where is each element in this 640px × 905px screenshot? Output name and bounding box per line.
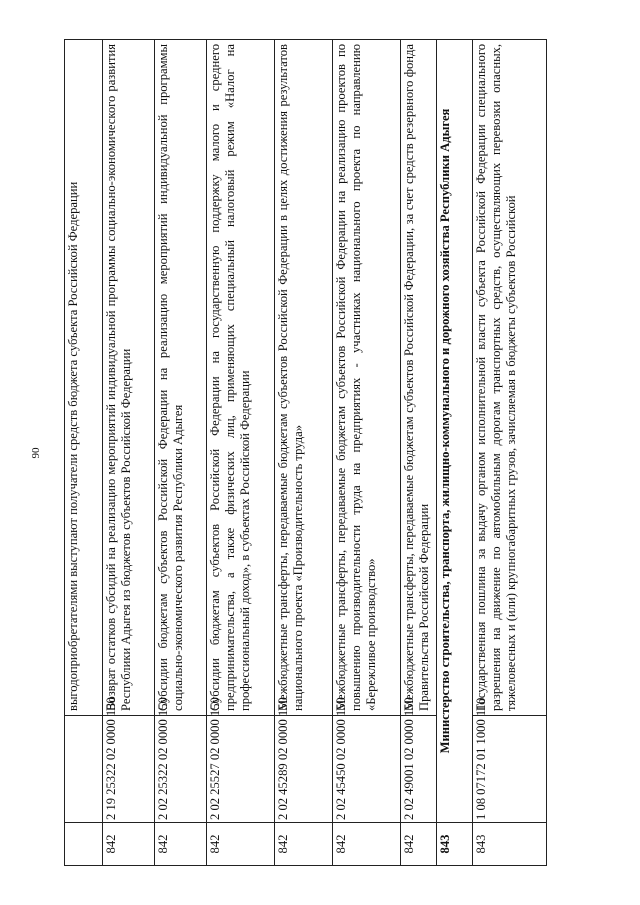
- kbk-code-cell: 2 19 25322 02 0000 150: [103, 716, 155, 823]
- kbk-code-cell: 2 02 25322 02 0000 150: [155, 716, 207, 823]
- table-row: [155, 40, 207, 866]
- description-cell: Субсидии бюджетам субъектов Российской Федерации на государственную поддержку малого и среднего предпринимательства, а также физических лиц, применяющих специальный налоговый режим «Налог на профессиональный доход», в субъектах Российской Федерации: [207, 40, 275, 716]
- description-cell: Межбюджетные трансферты, передаваемые бюджетам субъектов Российской Федерации на реализацию проектов по повышению производительности труда на предприятиях - участниках национального проекта по направлению «Бережливое производство»: [333, 40, 401, 716]
- admin-code-cell: 842: [155, 823, 207, 866]
- description-cell: Субсидии бюджетам субъектов Российской Федерации на реализацию мероприятий индивидуальной программы социально-экономического развития Республики Адыгея: [155, 40, 207, 716]
- admin-code-cell: 843: [473, 823, 547, 866]
- admin-code-cell: 842: [103, 823, 155, 866]
- description-cell: выгодоприобретателями выступают получатели средств бюджета субъекта Российской Федерации: [65, 40, 103, 716]
- admin-code-cell: 842: [275, 823, 333, 866]
- admin-code-cell: 842: [207, 823, 275, 866]
- table-row: [473, 40, 547, 866]
- ministry-header-row: [437, 40, 473, 866]
- kbk-code-cell: 1 08 07172 01 1000 110: [473, 716, 547, 823]
- ministry-code-cell: 843: [437, 823, 473, 866]
- ministry-title-cell: Министерство строительства, транспорта, жилищно-коммунального и дорожного хозяйства Республики Адыгея: [437, 40, 473, 823]
- table-row: [333, 40, 401, 866]
- kbk-code-cell: 2 02 45289 02 0000 150: [275, 716, 333, 823]
- table-row: [103, 40, 155, 866]
- budget-codes-table: [64, 39, 547, 866]
- kbk-code-cell: [65, 716, 103, 823]
- table-row: [401, 40, 437, 866]
- page-number: 90: [30, 447, 42, 459]
- kbk-code-cell: 2 02 49001 02 0000 150: [401, 716, 437, 823]
- table-row: [65, 40, 103, 866]
- description-cell: Государственная пошлина за выдачу органом исполнительной власти субъекта Российской Федерации специального разрешения на движение по автомобильным дорогам транспортных средств, осуществляющих перевозки опасных, тяжеловесных и (или) крупногабаритных грузов, зачисляемая в бюджеты субъектов Российской: [473, 40, 547, 716]
- table-row: [207, 40, 275, 866]
- description-cell: Возврат остатков субсидий на реализацию мероприятий индивидуальной программы социально-экономического развития Республики Адыгея из бюджетов субъектов Российской Федерации: [103, 40, 155, 716]
- kbk-code-cell: 2 02 45450 02 0000 150: [333, 716, 401, 823]
- description-cell: Межбюджетные трансферты, передаваемые бюджетам субъектов Российской Федерации в целях достижения результатов национального проекта «Производительность труда»: [275, 40, 333, 716]
- admin-code-cell: [65, 823, 103, 866]
- description-cell: Межбюджетные трансферты, передаваемые бюджетам субъектов Российской Федерации, за счет средств резервного фонда Правительства Российской Федерации: [401, 40, 437, 716]
- admin-code-cell: 842: [333, 823, 401, 866]
- table-row: [275, 40, 333, 866]
- admin-code-cell: 842: [401, 823, 437, 866]
- kbk-code-cell: 2 02 25527 02 0000 150: [207, 716, 275, 823]
- rotated-table-wrapper: [64, 39, 546, 866]
